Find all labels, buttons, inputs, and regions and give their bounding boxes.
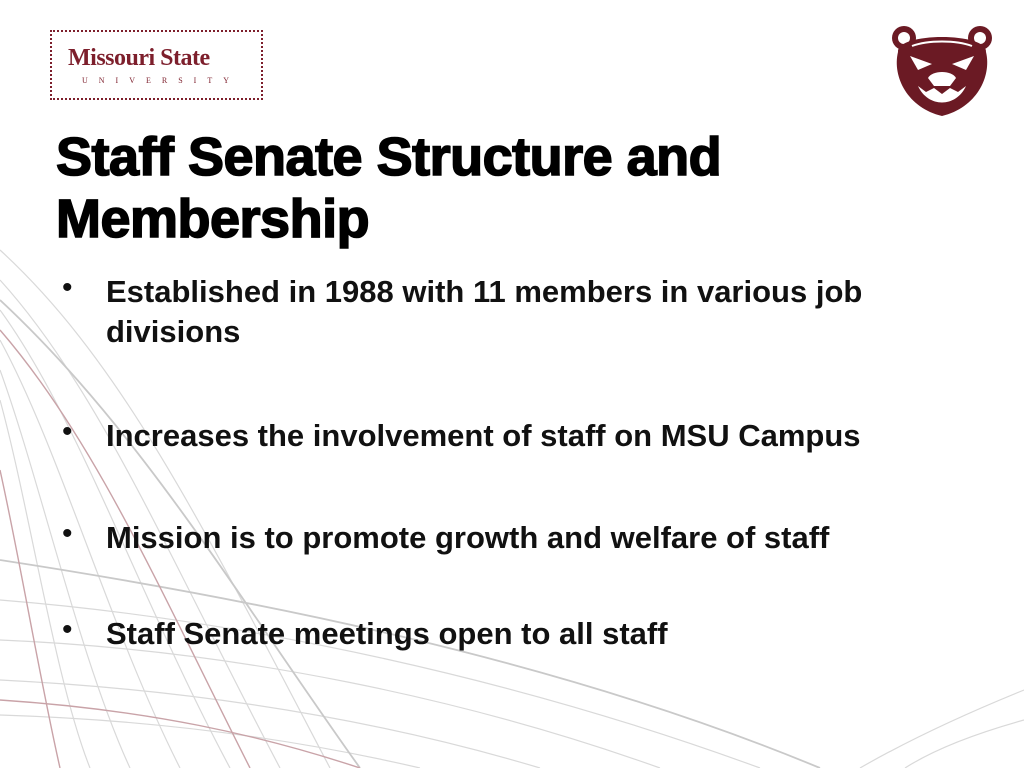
university-logo: [50, 30, 263, 100]
bullet-text: Staff Senate meetings open to all staff: [106, 616, 668, 651]
logo-subtitle: UNIVERSITY: [82, 76, 240, 85]
bear-head-icon: [888, 22, 996, 118]
bullet-item: [60, 416, 980, 456]
bullet-dot: •: [62, 613, 73, 646]
bullet-item: [60, 614, 980, 654]
bullet-text: Mission is to promote growth and welfare of staff: [106, 520, 830, 555]
bullet-item: [60, 272, 980, 352]
bullet-dot: •: [62, 271, 73, 304]
bullet-dot: •: [62, 517, 73, 550]
bullet-text: Established in 1988 with 11 members in various job divisions: [106, 274, 863, 349]
bullet-dot: •: [62, 415, 73, 448]
slide-title: Staff Senate Structure and Membership: [56, 127, 722, 249]
bullet-list: [60, 272, 980, 654]
bullet-item: [60, 518, 980, 558]
logo-wordmark: Missouri State: [68, 45, 210, 71]
bullet-text: Increases the involvement of staff on MSU Campus: [106, 418, 861, 453]
